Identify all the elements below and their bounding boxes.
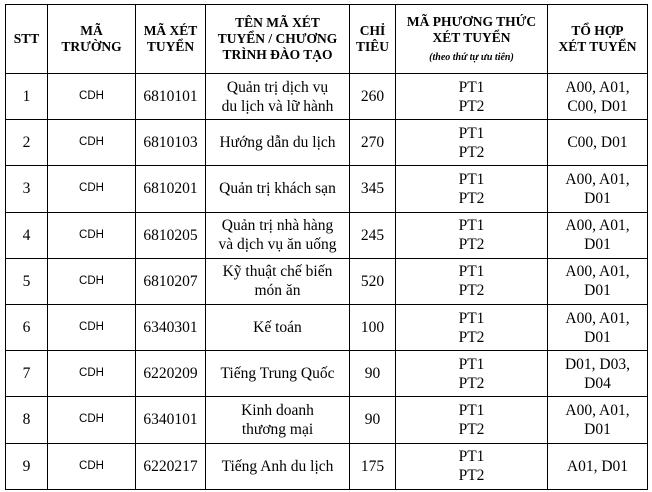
cell-method-codes-line: PT1 xyxy=(458,448,485,466)
cell-combinations-line: D04 xyxy=(584,374,611,392)
cell-method-codes-line: PT1 xyxy=(458,355,485,373)
cell-method-codes xyxy=(396,258,548,304)
cell-method-codes-line: PT2 xyxy=(458,282,485,300)
cell-stt: 2 xyxy=(6,120,48,166)
cell-school-code: CDH xyxy=(48,304,136,350)
header-school-code-line-1: MÃ xyxy=(80,23,103,38)
table-row xyxy=(6,166,648,212)
cell-combinations-line: A00, A01, xyxy=(565,78,630,96)
cell-program-name-line: du lịch và lữ hành xyxy=(221,97,334,115)
cell-program-name xyxy=(206,351,350,397)
cell-combinations xyxy=(548,212,648,258)
cell-program-name-line: Tiếng Anh du lịch xyxy=(221,457,334,475)
cell-program-name xyxy=(206,166,350,212)
table-row xyxy=(6,258,648,304)
cell-school-code: CDH xyxy=(48,351,136,397)
header-school-code-line-2: TRƯỜNG xyxy=(61,39,122,54)
header-school-code xyxy=(48,5,136,74)
cell-admission-code: 6810205 xyxy=(136,212,206,258)
header-program-name xyxy=(206,5,350,74)
cell-method-codes-line: PT2 xyxy=(458,97,485,115)
table-row xyxy=(6,443,648,489)
cell-quota: 245 xyxy=(350,212,396,258)
cell-program-name xyxy=(206,258,350,304)
cell-stt: 8 xyxy=(6,397,48,443)
cell-combinations-line: D01 xyxy=(584,282,611,300)
header-combinations-line-2: XÉT TUYỂN xyxy=(558,39,637,54)
cell-combinations-line: A00, A01, xyxy=(565,217,630,235)
cell-method-codes-line: PT1 xyxy=(458,401,485,419)
cell-admission-code: 6810101 xyxy=(136,74,206,120)
cell-combinations xyxy=(548,74,648,120)
cell-combinations-line: C00, D01 xyxy=(567,134,628,152)
cell-program-name-line: món ăn xyxy=(254,282,301,300)
cell-combinations-line: A00, A01, xyxy=(565,170,630,188)
cell-combinations-line: D01 xyxy=(584,189,611,207)
cell-method-codes-line: PT2 xyxy=(458,143,485,161)
cell-method-codes-line: PT2 xyxy=(458,420,485,438)
cell-admission-code: 6810207 xyxy=(136,258,206,304)
cell-combinations-line: A00, A01, xyxy=(565,263,630,281)
header-combinations-line-1: TỔ HỢP xyxy=(571,23,624,38)
cell-method-codes xyxy=(396,351,548,397)
cell-method-codes xyxy=(396,443,548,489)
cell-combinations-line: D01 xyxy=(584,328,611,346)
header-stt-text: STT xyxy=(13,31,40,46)
header-method-note: (theo thứ tự ưu tiên) xyxy=(429,52,514,63)
cell-combinations xyxy=(548,351,648,397)
table-row xyxy=(6,74,648,120)
cell-method-codes-line: PT1 xyxy=(458,124,485,142)
header-program-name-line-2: TUYỂN / CHƯƠNG xyxy=(217,31,338,46)
cell-method-codes xyxy=(396,74,548,120)
cell-school-code: CDH xyxy=(48,443,136,489)
cell-combinations-line: A00, A01, xyxy=(565,401,630,419)
cell-method-codes-line: PT2 xyxy=(458,374,485,392)
cell-program-name xyxy=(206,443,350,489)
cell-method-codes-line: PT1 xyxy=(458,263,485,281)
header-method-code xyxy=(396,5,548,74)
cell-combinations xyxy=(548,258,648,304)
cell-program-name-line: Quản trị dịch vụ xyxy=(226,78,329,96)
cell-program-name-line: Quản trị khách sạn xyxy=(219,180,336,198)
header-combinations xyxy=(548,5,648,74)
cell-combinations xyxy=(548,443,648,489)
table-row xyxy=(6,397,648,443)
cell-program-name-line: Kinh doanh xyxy=(241,401,314,419)
cell-quota: 270 xyxy=(350,120,396,166)
cell-admission-code: 6340101 xyxy=(136,397,206,443)
cell-program-name-line: Quản trị nhà hàng xyxy=(221,217,334,235)
cell-school-code: CDH xyxy=(48,166,136,212)
cell-program-name xyxy=(206,120,350,166)
header-admission-code-line-2: TUYỂN xyxy=(146,39,195,54)
header-quota xyxy=(350,5,396,74)
header-row xyxy=(6,5,648,74)
cell-method-codes xyxy=(396,120,548,166)
cell-combinations-line: A00, A01, xyxy=(565,309,630,327)
header-quota-line-1: CHỈ xyxy=(359,23,386,38)
cell-admission-code: 6220209 xyxy=(136,351,206,397)
cell-method-codes xyxy=(396,166,548,212)
cell-program-name-line: Hướng dẫn du lịch xyxy=(219,134,336,152)
header-program-name-line-1: TÊN MÃ XÉT xyxy=(235,15,320,30)
cell-method-codes-line: PT1 xyxy=(458,78,485,96)
cell-school-code: CDH xyxy=(48,74,136,120)
cell-program-name xyxy=(206,397,350,443)
table-header xyxy=(6,5,648,74)
cell-quota: 260 xyxy=(350,74,396,120)
cell-method-codes-line: PT1 xyxy=(458,309,485,327)
cell-stt: 4 xyxy=(6,212,48,258)
table-row xyxy=(6,120,648,166)
cell-admission-code: 6340301 xyxy=(136,304,206,350)
cell-combinations-line: D01 xyxy=(584,236,611,254)
header-stt xyxy=(6,5,48,74)
cell-quota: 345 xyxy=(350,166,396,212)
cell-combinations-line: C00, D01 xyxy=(567,97,628,115)
cell-combinations-line: D01, D03, xyxy=(564,355,630,373)
header-method-code-line-1: MÃ PHƯƠNG THỨC xyxy=(406,14,537,29)
cell-combinations-line: D01 xyxy=(584,420,611,438)
cell-combinations xyxy=(548,166,648,212)
header-program-name-line-3: TRÌNH ĐÀO TẠO xyxy=(222,47,333,62)
cell-quota: 520 xyxy=(350,258,396,304)
cell-combinations xyxy=(548,304,648,350)
cell-stt: 1 xyxy=(6,74,48,120)
cell-stt: 6 xyxy=(6,304,48,350)
cell-stt: 5 xyxy=(6,258,48,304)
cell-quota: 100 xyxy=(350,304,396,350)
cell-stt: 7 xyxy=(6,351,48,397)
cell-school-code: CDH xyxy=(48,120,136,166)
cell-school-code: CDH xyxy=(48,258,136,304)
cell-program-name-line: Tiếng Trung Quốc xyxy=(220,365,335,383)
cell-method-codes-line: PT2 xyxy=(458,236,485,254)
cell-program-name-line: Kế toán xyxy=(253,319,302,337)
cell-stt: 3 xyxy=(6,166,48,212)
table-body xyxy=(6,74,648,490)
cell-admission-code: 6810201 xyxy=(136,166,206,212)
cell-program-name xyxy=(206,304,350,350)
cell-program-name-line: thương mại xyxy=(241,420,314,438)
cell-program-name-line: Kỹ thuật chế biến xyxy=(222,263,333,281)
admission-table-container xyxy=(5,4,647,490)
cell-method-codes xyxy=(396,212,548,258)
admission-table xyxy=(5,4,648,490)
cell-combinations xyxy=(548,397,648,443)
cell-combinations xyxy=(548,120,648,166)
cell-quota: 90 xyxy=(350,351,396,397)
cell-method-codes-line: PT1 xyxy=(458,217,485,235)
cell-program-name xyxy=(206,74,350,120)
header-quota-line-2: TIÊU xyxy=(355,39,389,54)
table-row xyxy=(6,351,648,397)
cell-method-codes xyxy=(396,397,548,443)
cell-admission-code: 6220217 xyxy=(136,443,206,489)
cell-school-code: CDH xyxy=(48,397,136,443)
cell-quota: 90 xyxy=(350,397,396,443)
header-method-code-line-2: XÉT TUYỂN xyxy=(432,30,511,45)
cell-method-codes-line: PT2 xyxy=(458,467,485,485)
header-admission-code xyxy=(136,5,206,74)
cell-quota: 175 xyxy=(350,443,396,489)
cell-method-codes-line: PT2 xyxy=(458,328,485,346)
cell-program-name-line: và dịch vụ ăn uống xyxy=(218,236,337,254)
table-row xyxy=(6,304,648,350)
table-row xyxy=(6,212,648,258)
cell-stt: 9 xyxy=(6,443,48,489)
cell-admission-code: 6810103 xyxy=(136,120,206,166)
cell-method-codes-line: PT2 xyxy=(458,189,485,207)
cell-method-codes-line: PT1 xyxy=(458,170,485,188)
cell-program-name xyxy=(206,212,350,258)
cell-combinations-line: A01, D01 xyxy=(566,457,629,475)
header-admission-code-line-1: MÃ XÉT xyxy=(143,23,198,38)
cell-school-code: CDH xyxy=(48,212,136,258)
cell-method-codes xyxy=(396,304,548,350)
